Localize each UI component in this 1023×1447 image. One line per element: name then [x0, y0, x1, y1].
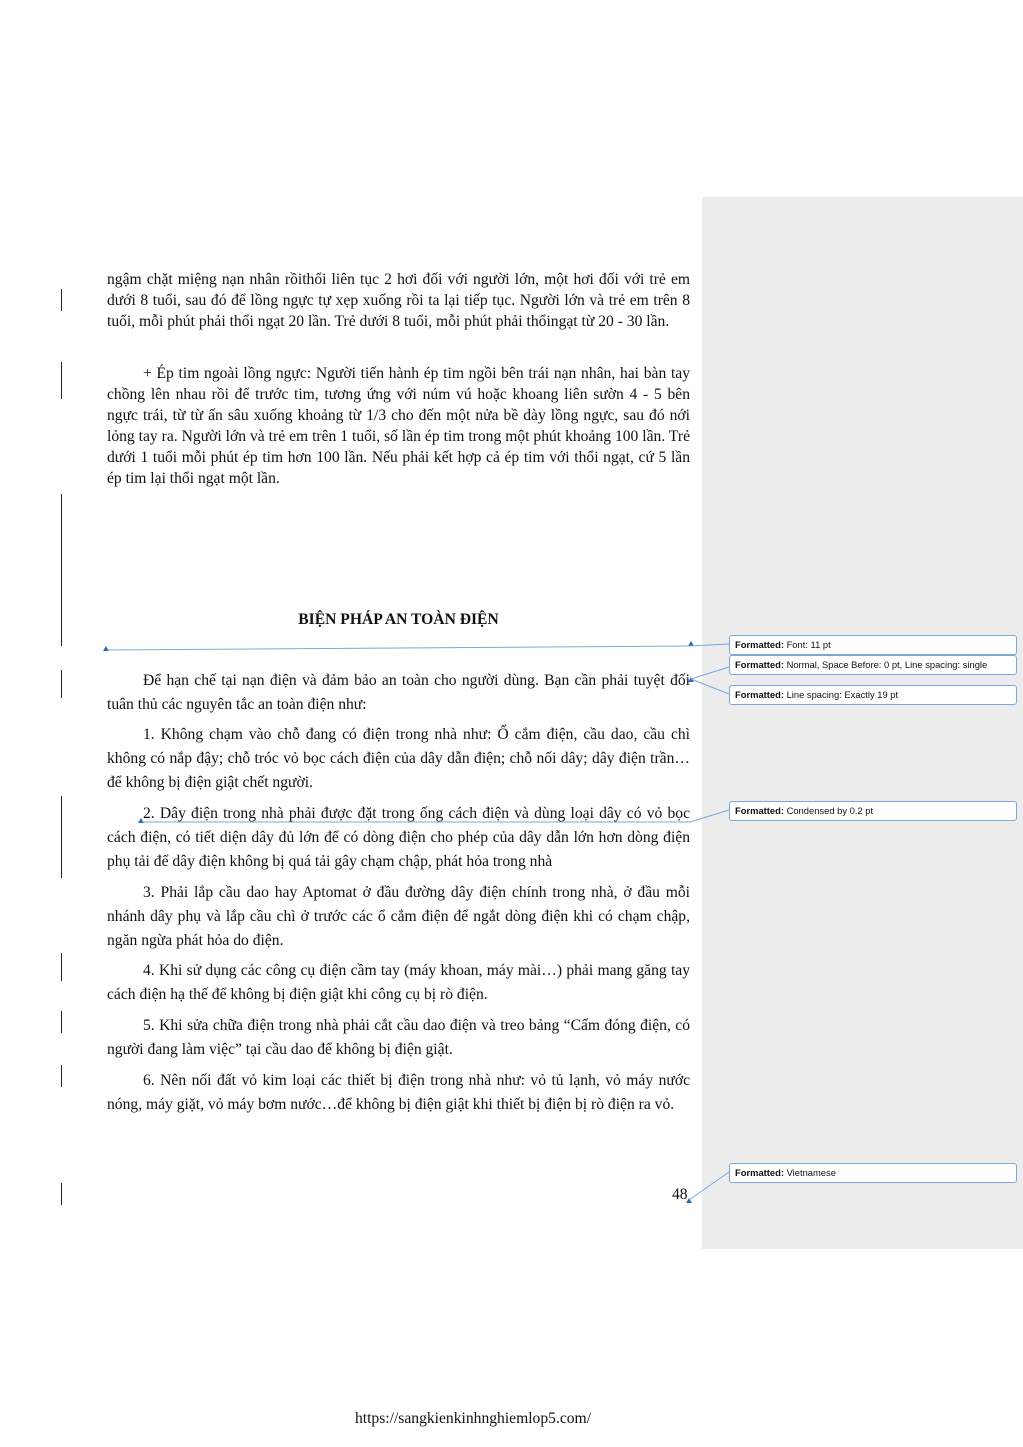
- rule-item-5: 5. Khi sửa chữa điện trong nhà phải cắt cầu dao điện và treo bảng “Cấm đóng điện, có người đang làm việc” tại cầu dao để không bị điện giật.: [107, 1017, 690, 1058]
- rule-item-6: 6. Nên nối đất vỏ kim loại các thiết bị điện trong nhà như: vỏ tủ lạnh, vỏ máy nước nóng, máy giặt, vỏ máy bơm nước…để không bị điện giật khi thiết bị điện bị rò điện ra vỏ.: [107, 1072, 690, 1113]
- comment-text: Vietnamese: [786, 1167, 836, 1178]
- rule-item-2: 2. Dây điện trong nhà phải được đặt trong ống cách điện và dùng loại dây có vỏ bọc cách điện, có tiết diện dây đủ lớn để có dòng điện cho phép của dây dẫn lớn hơn dòng điện phụ tải để dây điện không bị quá tải gây chạm chập, phát hỏa trong nhà: [107, 805, 690, 870]
- comment-balloon-condensed[interactable]: [729, 801, 1017, 821]
- comment-balloon-font[interactable]: [729, 635, 1017, 655]
- comment-label: Formatted:: [735, 1167, 784, 1178]
- comment-text: Font: 11 pt: [786, 639, 831, 650]
- comment-label: Formatted:: [735, 689, 784, 700]
- paragraph-rescue-breathing: ngậm chặt miệng nạn nhân rồithổi liên tục 2 hơi đối với người lớn, một hơi đối với trẻ em dưới 8 tuổi, sau đó để lồng ngực tự xẹp xuống rồi ta lại tiếp tục. Người lớn và trẻ em trên 8 tuổi, mỗi phút phải thổi ngạt 20 lần. Trẻ dưới 8 tuổi, mỗi phút phải thổingạt từ 20 - 30 lần.: [107, 271, 690, 330]
- rule-item-4: 4. Khi sử dụng các công cụ điện cầm tay (máy khoan, máy mài…) phải mang găng tay cách điện hạ thế để không bị điện giật khi công cụ bị rò điện.: [107, 962, 690, 1003]
- paragraph-chest-compression: + Ép tim ngoài lồng ngực: Người tiến hành ép tim ngồi bên trái nạn nhân, hai bàn tay chồng lên nhau rồi để trước tim, tương ứng với núm vú hoặc khoang liên sườn 4 - 5 bên ngực trái, từ từ ấn sâu xuống khoảng từ 1/3 cho đến một nửa bề dày lồng ngực, sau đó nới lỏng tay ra. Người lớn và trẻ em trên 1 tuổi, số lần ép tim trong một phút khoảng 100 lần. Trẻ dưới 1 tuổi mỗi phút ép tim hơn 100 lần. Nếu phải kết hợp cả ép tim với thổi ngạt, cứ 5 lần ép tim lại thổi ngạt một lần.: [107, 365, 690, 487]
- comment-text: Normal, Space Before: 0 pt, Line spacing: single: [786, 659, 988, 670]
- section-heading: BIỆN PHÁP AN TOÀN ĐIỆN: [298, 611, 499, 628]
- page-number: 48: [672, 1186, 688, 1203]
- comment-text: Line spacing: Exactly 19 pt: [786, 689, 899, 700]
- paragraph-intro: Để hạn chế tại nạn điện và đảm bảo an toàn cho người dùng. Bạn cần phải tuyệt đối tuân thủ các nguyên tắc an toàn điện như:: [107, 672, 690, 713]
- comment-balloon-spacing[interactable]: [729, 655, 1017, 675]
- comment-label: Formatted:: [735, 659, 784, 670]
- rule-item-3: 3. Phải lắp cầu dao hay Aptomat ở đầu đường dây điện chính trong nhà, ở đầu mỗi nhánh dây phụ và lắp cầu chì ở trước các ổ cắm điện để ngắt dòng điện khi có chạm chập, ngăn ngừa phát hỏa do điện.: [107, 884, 690, 949]
- comment-text: Condensed by 0.2 pt: [786, 805, 874, 816]
- rule-item-1: 1. Không chạm vào chỗ đang có điện trong nhà như: Ổ cắm điện, cầu dao, cầu chì không có nắp đậy; chỗ tróc vỏ bọc cách điện của dây dẫn điện; chỗ nối dây; dây điện trần…để không bị điện giật chết người.: [107, 726, 690, 791]
- comment-label: Formatted:: [735, 805, 784, 816]
- comment-balloon-line-spacing[interactable]: [729, 685, 1017, 705]
- footer-url: https://sangkienkinhnghiemlop5.com/: [354, 1410, 592, 1427]
- comment-label: Formatted:: [735, 639, 784, 650]
- comment-balloon-language[interactable]: [729, 1163, 1017, 1183]
